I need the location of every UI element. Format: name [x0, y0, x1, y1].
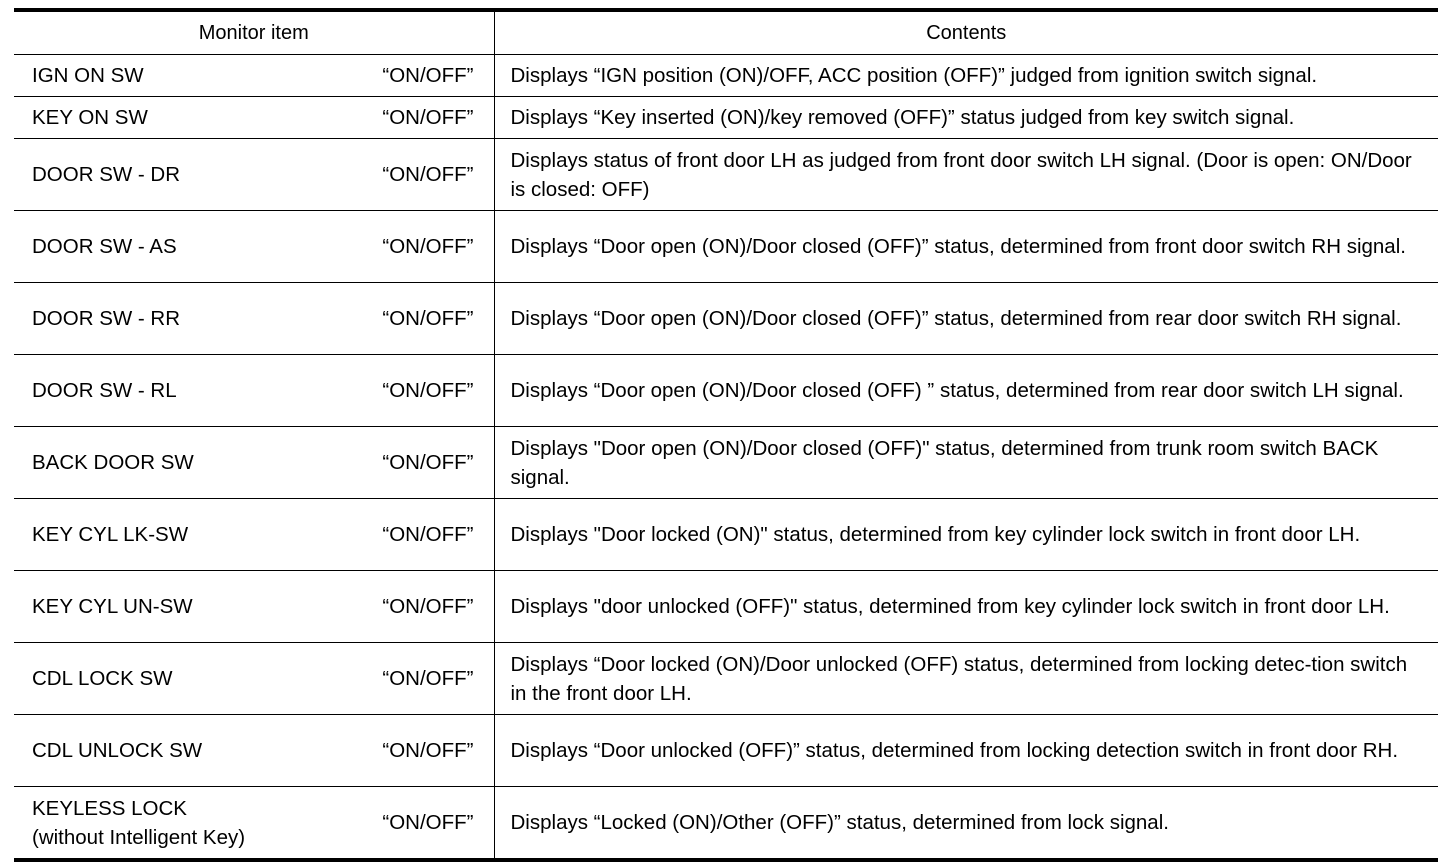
item-cell	[14, 211, 494, 283]
item-cell	[14, 499, 494, 571]
item-cell	[14, 55, 494, 97]
table-row	[14, 139, 1438, 211]
item-name: KEYLESS LOCK (without Intelligent Key)	[32, 796, 246, 849]
item-name: BACK DOOR SW	[32, 451, 194, 474]
table-row	[14, 211, 1438, 283]
contents-cell: Displays “Door open (ON)/Door closed (OFF)” status, determined from rear door switch RH signal.	[494, 283, 1438, 355]
item-cell	[14, 355, 494, 427]
monitor-table-container	[14, 8, 1438, 862]
item-name: KEY CYL UN-SW	[32, 595, 193, 618]
item-name: CDL UNLOCK SW	[32, 739, 203, 762]
item-name: KEY CYL LK-SW	[32, 523, 189, 546]
table-row	[14, 643, 1438, 715]
table-row	[14, 427, 1438, 499]
item-cell	[14, 787, 494, 861]
contents-cell: Displays “Locked (ON)/Other (OFF)” status, determined from lock signal.	[494, 787, 1438, 861]
item-cell	[14, 715, 494, 787]
contents-cell: Displays "door unlocked (OFF)" status, determined from key cylinder lock switch in front door LH.	[494, 571, 1438, 643]
table-row	[14, 283, 1438, 355]
item-name: DOOR SW - DR	[32, 163, 181, 186]
item-name: DOOR SW - AS	[32, 235, 177, 258]
item-name: KEY ON SW	[32, 106, 148, 129]
item-cell	[14, 97, 494, 139]
table-row	[14, 571, 1438, 643]
header-contents: Contents	[494, 10, 1438, 55]
item-name: CDL LOCK SW	[32, 667, 173, 690]
table-row	[14, 715, 1438, 787]
table-row	[14, 97, 1438, 139]
contents-cell: Displays “Door open (ON)/Door closed (OFF) ” status, determined from rear door switch LH signal.	[494, 355, 1438, 427]
contents-cell: Displays “Door unlocked (OFF)” status, determined from locking detection switch in front door RH.	[494, 715, 1438, 787]
contents-cell: Displays “IGN position (ON)/OFF, ACC position (OFF)” judged from ignition switch signal.	[494, 55, 1438, 97]
item-value: “ON/OFF”	[382, 595, 474, 618]
item-cell	[14, 427, 494, 499]
item-cell	[14, 139, 494, 211]
item-value: “ON/OFF”	[382, 64, 474, 87]
item-cell	[14, 283, 494, 355]
item-name: IGN ON SW	[32, 64, 144, 87]
item-name: DOOR SW - RR	[32, 307, 181, 330]
item-value: “ON/OFF”	[382, 523, 474, 546]
contents-cell: Displays “Door open (ON)/Door closed (OFF)” status, determined from front door switch RH signal.	[494, 211, 1438, 283]
contents-cell: Displays status of front door LH as judged from front door switch LH signal. (Door is open: ON/Door is closed: OFF)	[494, 139, 1438, 211]
contents-cell: Displays “Door locked (ON)/Door unlocked (OFF) status, determined from locking detec-tion switch in the front door LH.	[494, 643, 1438, 715]
table-row	[14, 787, 1438, 861]
item-cell	[14, 571, 494, 643]
contents-cell: Displays “Key inserted (ON)/key removed (OFF)” status judged from key switch signal.	[494, 97, 1438, 139]
table-row	[14, 355, 1438, 427]
item-value: “ON/OFF”	[382, 235, 474, 258]
item-value: “ON/OFF”	[382, 307, 474, 330]
item-value: “ON/OFF”	[382, 811, 474, 834]
item-cell	[14, 643, 494, 715]
monitor-item-table	[14, 8, 1438, 862]
item-value: “ON/OFF”	[382, 739, 474, 762]
item-value: “ON/OFF”	[382, 163, 474, 186]
item-value: “ON/OFF”	[382, 451, 474, 474]
contents-cell: Displays "Door open (ON)/Door closed (OFF)" status, determined from trunk room switch BACK signal.	[494, 427, 1438, 499]
contents-cell: Displays "Door locked (ON)" status, determined from key cylinder lock switch in front door LH.	[494, 499, 1438, 571]
item-value: “ON/OFF”	[382, 106, 474, 129]
table-row	[14, 499, 1438, 571]
item-name: DOOR SW - RL	[32, 379, 177, 402]
item-value: “ON/OFF”	[382, 379, 474, 402]
table-row	[14, 55, 1438, 97]
header-monitor-item: Monitor item	[14, 10, 494, 55]
table-header-row	[14, 10, 1438, 55]
item-value: “ON/OFF”	[382, 667, 474, 690]
